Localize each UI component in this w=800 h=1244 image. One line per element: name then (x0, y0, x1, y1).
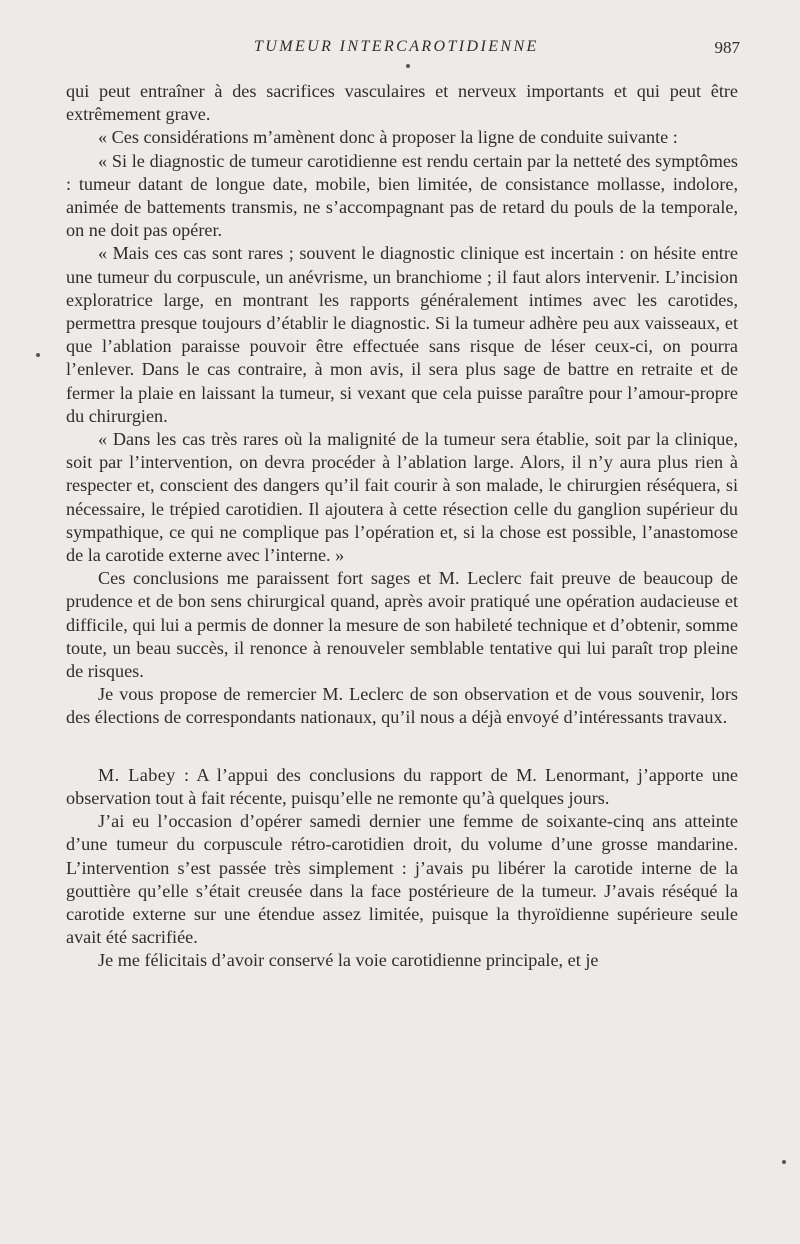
speaker-remark: : A l’appui des conclusions du rapport de M. Lenormant, j’apporte une observation tout à fait récente, puisqu’elle ne remonte qu’à quelques jours. (66, 764, 738, 808)
paragraph-continuation: qui peut entraîner à des sacrifices vasculaires et nerveux importants et qui peut être extrêmement grave. (66, 81, 738, 125)
paragraph-proposal: Je vous propose de remercier M. Leclerc de son observation et de vous souvenir, lors des élections de correspondants nationaux, qu’il nous a déjà envoyé d’intéressants travaux. (66, 684, 738, 728)
paragraph-diagnostic-uncertain: « Mais ces cas sont rares ; souvent le diagnostic clinique est incertain : on hésite entre une tumeur du corpuscule, un anévrisme, un branchiome ; il faut alors intervenir. L’incision exploratrice large, en montrant les rapports généralement intimes avec les carotides, permettra presque toujours d’établir le diagnostic. Si la tumeur adhère peu aux vaisseaux, et que l’ablation paraisse pouvoir être effectuée sans risque de léser ceux-ci, on pourra l’enlever. Dans le cas contraire, à mon avis, il sera plus sage de battre en retraite et de fermer la plaie en laissant la tumeur, si vexant que cela puisse paraître pour l’amour-propre du chirurgien. (66, 243, 738, 426)
paragraph-operation: J’ai eu l’occasion d’opérer samedi dernier une femme de soixante-cinq ans atteinte d’une tumeur du corpuscule rétro-carotidien droit, du volume d’une grosse mandarine. L’intervention s’est passée très simplement : j’avais pu libérer la carotide interne de la gouttière qu’elle s’était creusée dans la face postérieure de la tumeur. J’avais réséqué la carotide externe sur une étendue assez limitée, puisque la thyroïdienne supérieure seule avait été sacrifiée. (66, 811, 738, 948)
running-head (64, 38, 740, 62)
paragraph-conclusions: Ces conclusions me paraissent fort sages et M. Leclerc fait preuve de beaucoup de prudence et de bon sens chirurgical quand, après avoir pratiqué une opération audacieuse et difficile, qui lui a permis de donner la mesure de son habileté technique et d’obtenir, somme toute, un beau succès, il renonce à renouveler semblable tentative qui lui paraît trop pleine de risques. (66, 568, 738, 682)
ink-speck (36, 353, 40, 357)
section-gap (66, 730, 738, 764)
paragraph-diagnostic-certain: « Si le diagnostic de tumeur carotidienne est rendu certain par la netteté des symptômes : tumeur datant de longue date, mobile, bien limitée, de consistance mollasse, indolore, animée de battements transmis, ne s’accompagnant pas de retard du pouls de la temporale, on ne doit pas opérer. (66, 150, 738, 241)
ink-speck (782, 1160, 786, 1164)
body-text (66, 80, 738, 973)
page-number: 987 (714, 38, 740, 57)
paragraph-final: Je me félicitais d’avoir conservé la voie carotidienne principale, et je (98, 950, 599, 971)
running-title: TUMEUR INTERCAROTIDIENNE (254, 38, 539, 55)
speaker-name: M. Labey (98, 764, 176, 785)
paragraph-malignancy: « Dans les cas très rares où la malignité de la tumeur sera établie, soit par la clinique, soit par l’intervention, on devra procéder à l’ablation large. Alors, il n’y aura plus rien à respecter et, conscient des dangers qu’il fait courir à son malade, le chirurgien réséquera, si nécessaire, le trépied carotidien. Il ajoutera à cette résection celle du ganglion supérieur du sympathique, ce qui ne complique pas l’opération et, si la chose est possible, l’anastomose de la carotide externe avec l’interne. » (66, 429, 738, 566)
paragraph-labey (66, 764, 738, 810)
paragraph-considerations: « Ces considérations m’amènent donc à proposer la ligne de conduite suivante : (98, 127, 678, 148)
ink-speck (406, 64, 410, 68)
